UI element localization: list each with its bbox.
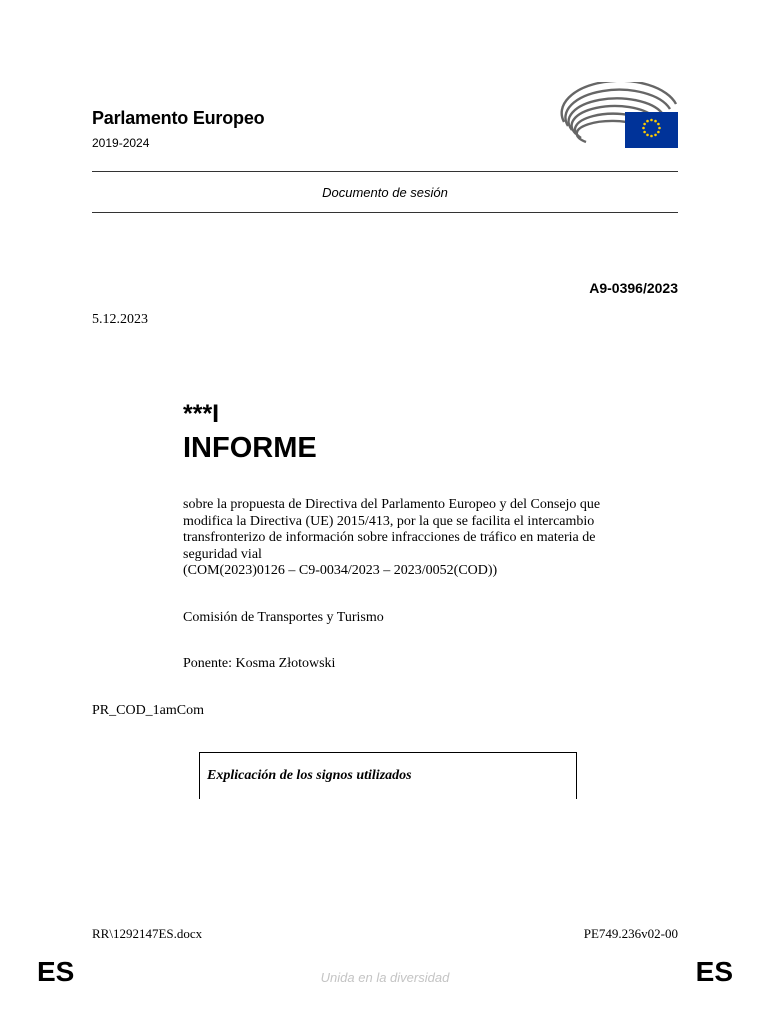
rapporteur: Ponente: Kosma Złotowski [183, 656, 336, 671]
session-document-label: Documento de sesión [322, 185, 448, 200]
motto: Unida en la diversidad [320, 970, 450, 985]
signs-explanation-title: Explicación de los signos utilizados [207, 768, 412, 783]
language-code-right: ES [695, 956, 733, 987]
parliamentary-term: 2019-2024 [92, 136, 150, 150]
header-divider-bottom [92, 212, 678, 213]
document-title: INFORME [183, 432, 317, 464]
description-line: modifica la Directiva (UE) 2015/413, por la que se facilita el intercambio [183, 513, 595, 529]
document-reference: A9-0396/2023 [589, 280, 678, 296]
description-line: transfronterizo de información sobre infracciones de tráfico en materia de [183, 530, 596, 546]
committee-name: Comisión de Transportes y Turismo [183, 610, 384, 625]
report-description [183, 497, 663, 580]
file-reference: RR\1292147ES.docx [92, 926, 203, 941]
header-divider-top [92, 171, 678, 172]
eu-flag-icon [625, 112, 678, 148]
description-line: seguridad vial [183, 546, 262, 562]
template-code: PR_COD_1amCom [92, 703, 205, 718]
european-parliament-logo [558, 82, 680, 152]
pe-reference: PE749.236v02-00 [583, 926, 678, 941]
procedure-stars: ***I [183, 400, 220, 428]
language-code-left: ES [37, 956, 75, 987]
document-date: 5.12.2023 [92, 312, 148, 327]
description-line: sobre la propuesta de Directiva del Parlamento Europeo y del Consejo que [183, 497, 601, 512]
organization-name: Parlamento Europeo [92, 108, 265, 128]
procedure-references: (COM(2023)0126 – C9-0034/2023 – 2023/0052(COD)) [183, 563, 498, 579]
